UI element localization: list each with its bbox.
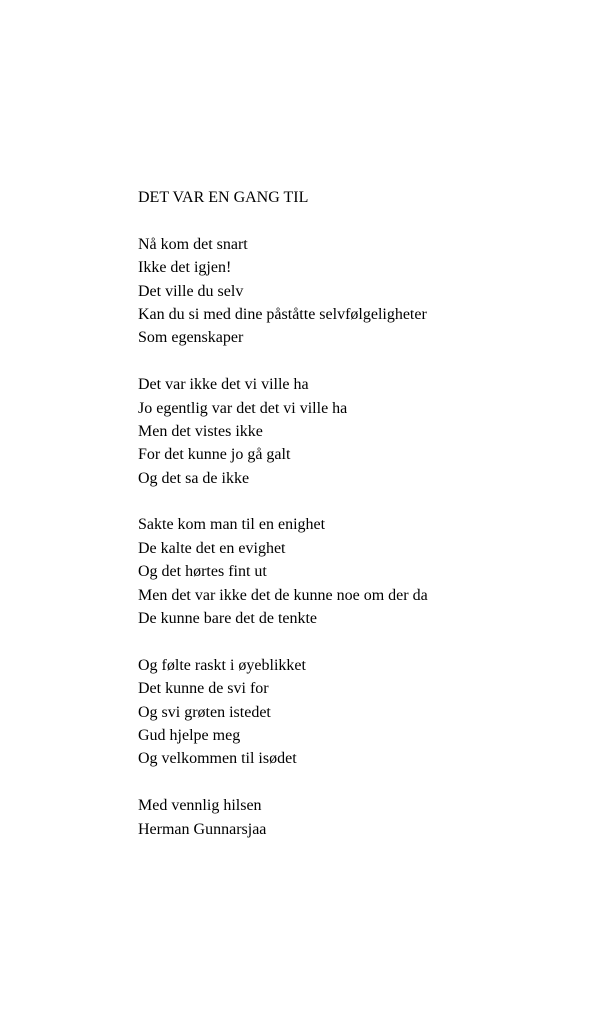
poem-line: De kunne bare det de tenkte	[138, 610, 318, 628]
closing-salutation: Med vennlig hilsen	[138, 797, 262, 815]
poem-line: Det ville du selv	[138, 282, 244, 300]
poem-line: Og det hørtes fint ut	[138, 563, 267, 581]
poem-line: Nå kom det snart	[138, 235, 248, 253]
poem-line: Og følte raskt i øyeblikket	[138, 656, 306, 674]
poem-line: Men det var ikke det de kunne noe om der da	[138, 586, 428, 604]
poem-line: Kan du si med dine påståtte selvfølgeligheter	[138, 305, 427, 323]
poem-line: Men det vistes ikke	[138, 422, 263, 440]
poem-line: For det kunne jo gå galt	[138, 446, 291, 464]
poem-line: De kalte det en evighet	[138, 539, 286, 557]
poem-line: Som egenskaper	[138, 329, 244, 347]
poem-line: Det var ikke det vi ville ha	[138, 376, 309, 394]
signature-block	[138, 794, 578, 841]
stanza-3	[138, 513, 578, 630]
stanza-4	[138, 654, 578, 771]
stanza-1	[138, 233, 578, 350]
poem-line: Og svi grøten istedet	[138, 703, 271, 721]
author-name: Herman Gunnarsjaa	[138, 820, 267, 838]
stanza-2	[138, 373, 578, 490]
poem-line: Ikke det igjen!	[138, 259, 232, 277]
poem-title: DET VAR EN GANG TIL	[138, 189, 309, 206]
poem-line: Jo egentlig var det det vi ville ha	[138, 399, 348, 417]
poem-line: Og det sa de ikke	[138, 469, 250, 487]
poem-line: Og velkommen til isødet	[138, 750, 297, 768]
poem-line: Det kunne de svi for	[138, 680, 269, 698]
poem-line: Sakte kom man til en enighet	[138, 516, 326, 534]
poem-line: Gud hjelpe meg	[138, 726, 241, 744]
poem	[138, 186, 578, 841]
